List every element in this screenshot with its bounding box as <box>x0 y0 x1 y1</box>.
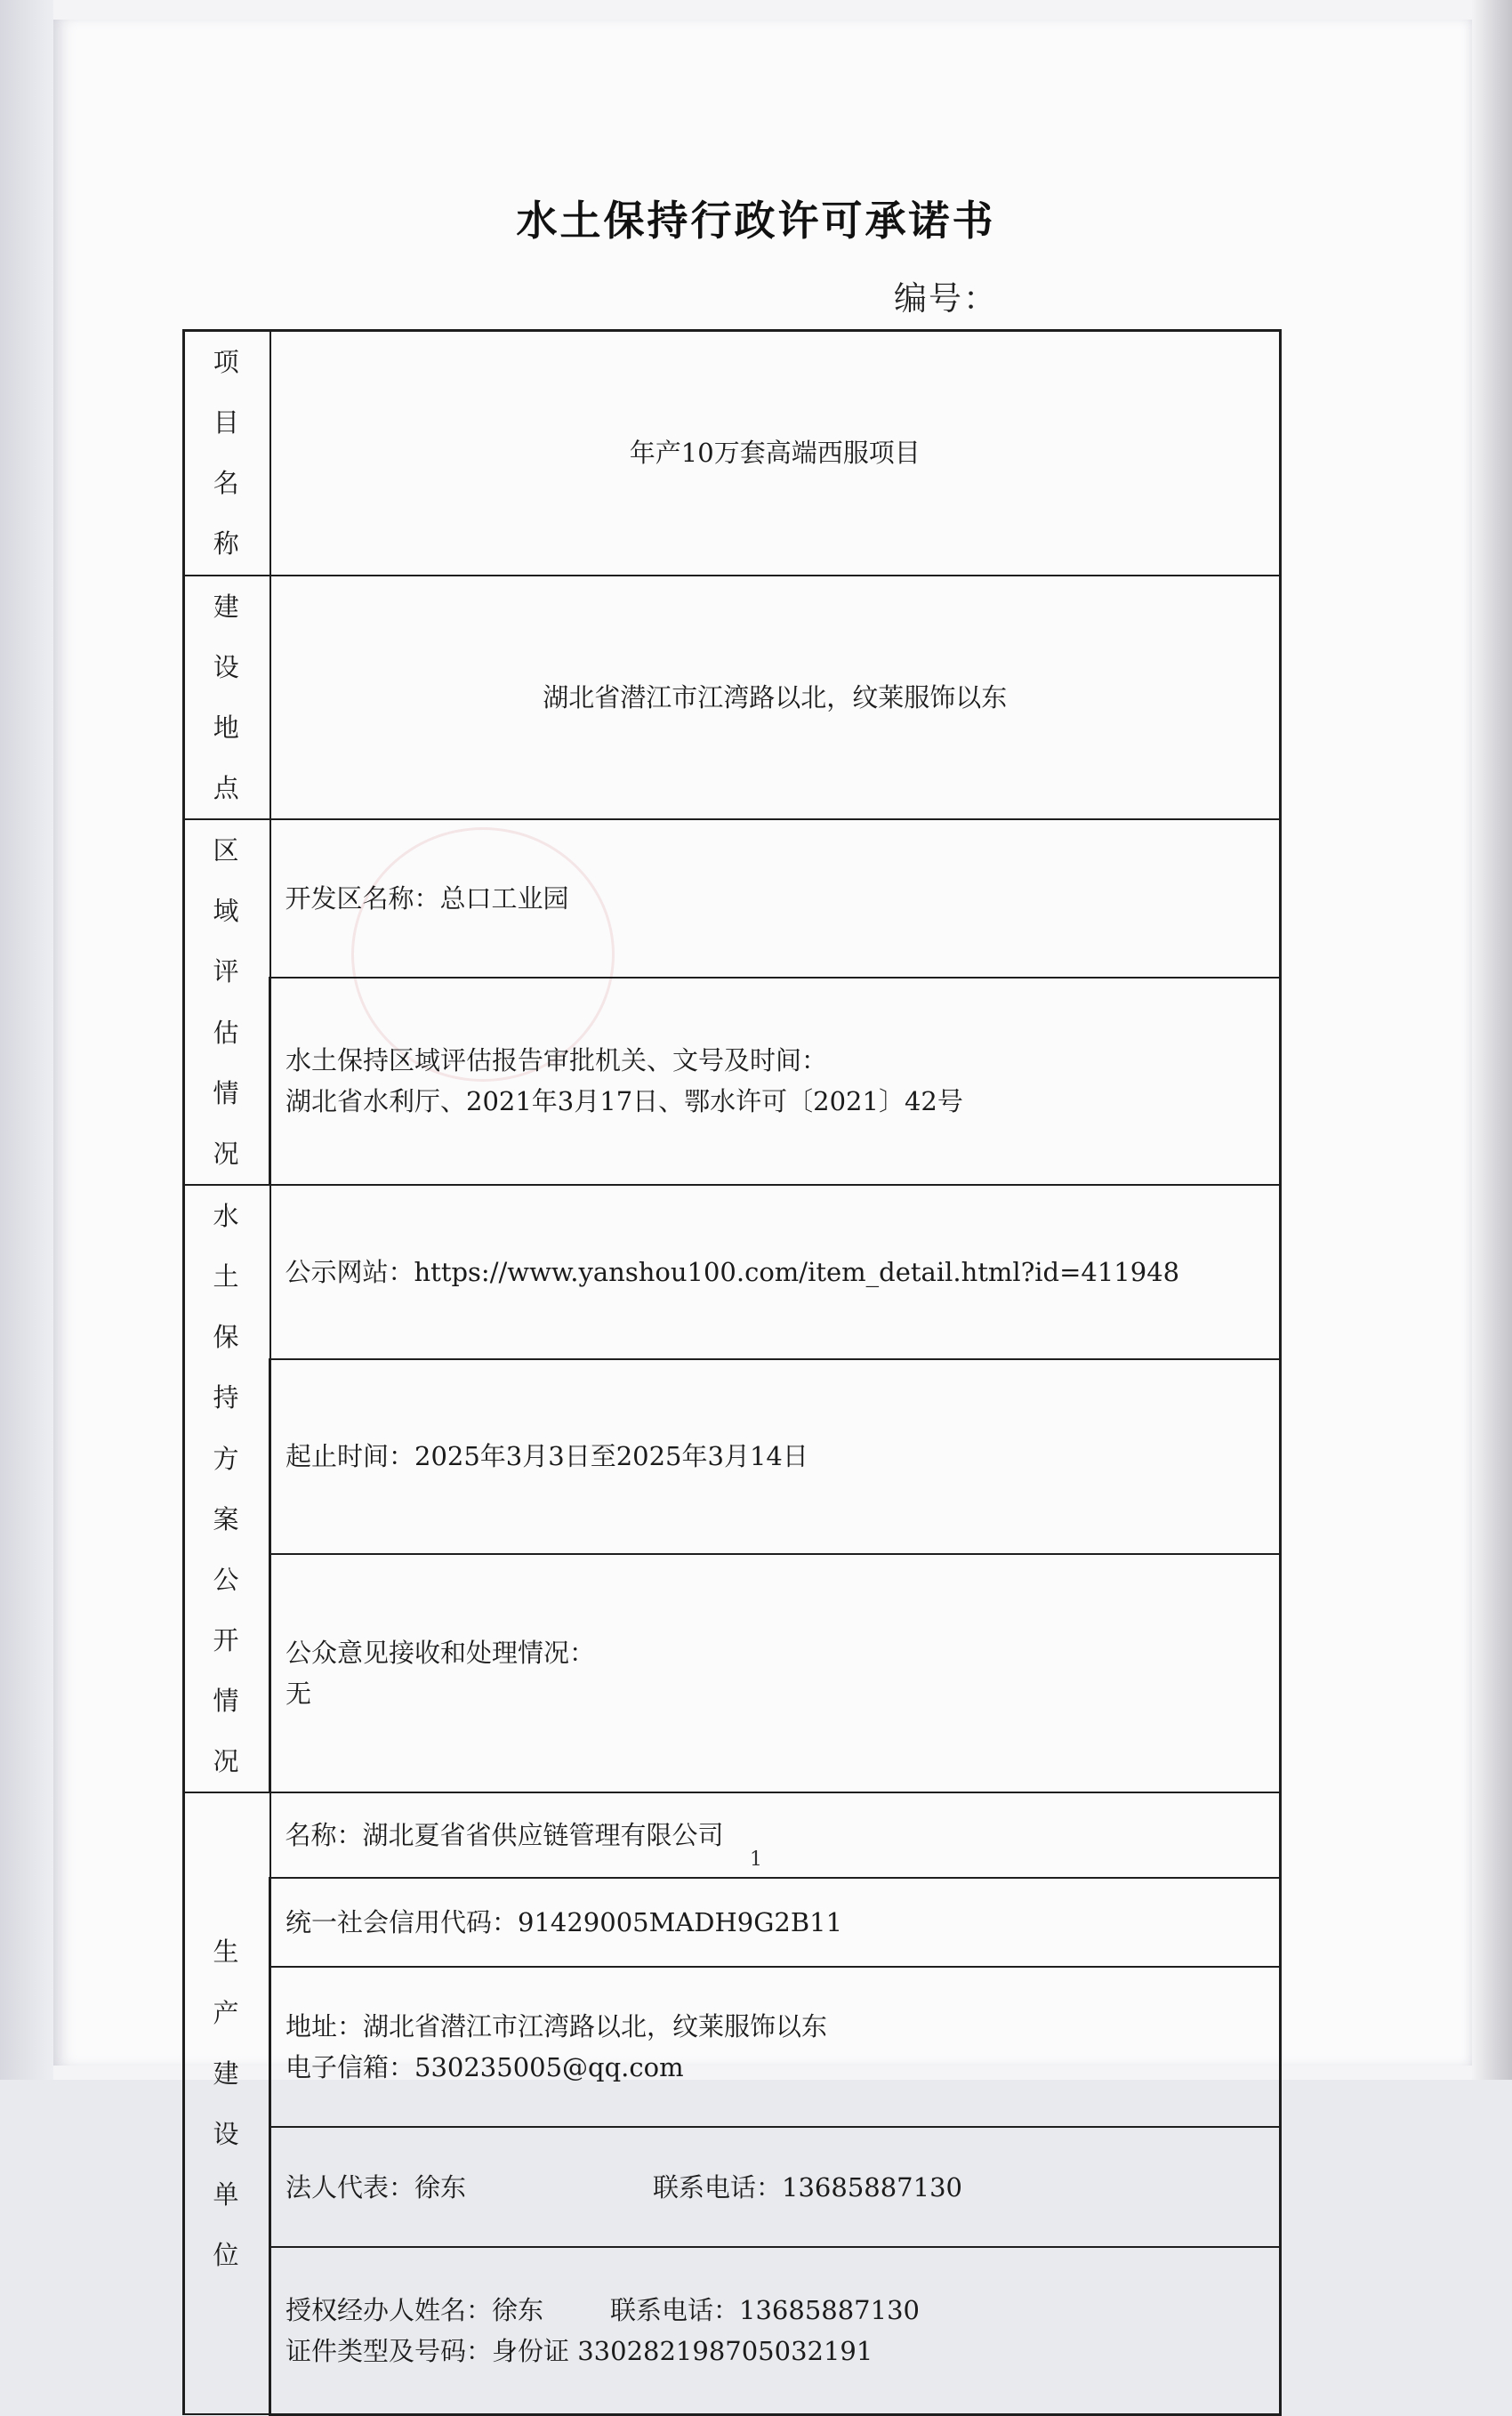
table-row <box>184 2127 1281 2247</box>
table-row <box>184 1185 1281 1359</box>
agent-name: 授权经办人姓名：徐东 <box>286 2294 544 2325</box>
table-row <box>184 819 1281 978</box>
regional-assessment-label: 区域评估情况 <box>184 819 270 1185</box>
commitment-form-table <box>182 329 1282 2416</box>
project-name-value: 年产10万套高端西服项目 <box>270 331 1281 576</box>
table-row <box>184 2247 1281 2414</box>
authorized-agent <box>270 2247 1281 2414</box>
table-row <box>184 978 1281 1185</box>
legal-representative <box>270 2127 1281 2247</box>
unit-address: 地址：湖北省潜江市江湾路以北，纹莱服饰以东 <box>286 2010 828 2042</box>
unit-address-email <box>270 1967 1281 2127</box>
agent-id-document: 证件类型及号码：身份证 330282198705032191 <box>286 2336 873 2367</box>
legal-rep-name: 法人代表：徐东 <box>286 2171 467 2203</box>
assessment-report-info <box>270 978 1281 1185</box>
unit-name: 名称：湖北夏省省供应链管理有限公司 <box>270 1792 1281 1878</box>
development-zone-name: 开发区名称：总口工业园 <box>270 819 1281 978</box>
legal-rep-phone: 联系电话：13685887130 <box>653 2171 962 2203</box>
disclosure-website: 公示网站：https://www.yanshou100.com/item_detail.html?id=411948 <box>270 1185 1281 1359</box>
public-feedback <box>270 1554 1281 1793</box>
location-label: 建设地点 <box>184 576 270 820</box>
serial-number-label: 编号： <box>894 279 998 318</box>
page-edge <box>1472 0 1512 2080</box>
table-row <box>184 1878 1281 1967</box>
public-feedback-value: 无 <box>286 1679 312 1709</box>
document-title: 水土保持行政许可承诺书 <box>516 197 996 245</box>
agent-phone: 联系电话：13685887130 <box>610 2294 920 2325</box>
construction-unit-label: 生产建设单位 <box>184 1792 270 2414</box>
assessment-report-heading: 水土保持区域评估报告审批机关、文号及时间： <box>286 1044 828 1075</box>
location-value: 湖北省潜江市江湾路以北，纹莱服饰以东 <box>270 576 1281 820</box>
page-number: 1 <box>750 1848 762 1871</box>
assessment-report-detail: 湖北省水利厅、2021年3月17日、鄂水许可〔2021〕42号 <box>286 1086 963 1117</box>
table-row <box>184 331 1281 576</box>
public-feedback-heading: 公众意见接收和处理情况： <box>286 1637 596 1668</box>
disclosure-period: 起止时间：2025年3月3日至2025年3月14日 <box>270 1359 1281 1554</box>
disclosure-label: 水土保持方案公开情况 <box>184 1185 270 1792</box>
table-row <box>184 1359 1281 1554</box>
project-name-label: 项目名称 <box>184 331 270 576</box>
table-row <box>184 1967 1281 2127</box>
table-row <box>184 1554 1281 1793</box>
binding-shadow <box>0 0 53 2080</box>
table-row <box>184 576 1281 820</box>
unit-credit-code: 统一社会信用代码：91429005MADH9G2B11 <box>270 1878 1281 1967</box>
unit-email: 电子信箱：530235005@qq.com <box>286 2052 684 2083</box>
